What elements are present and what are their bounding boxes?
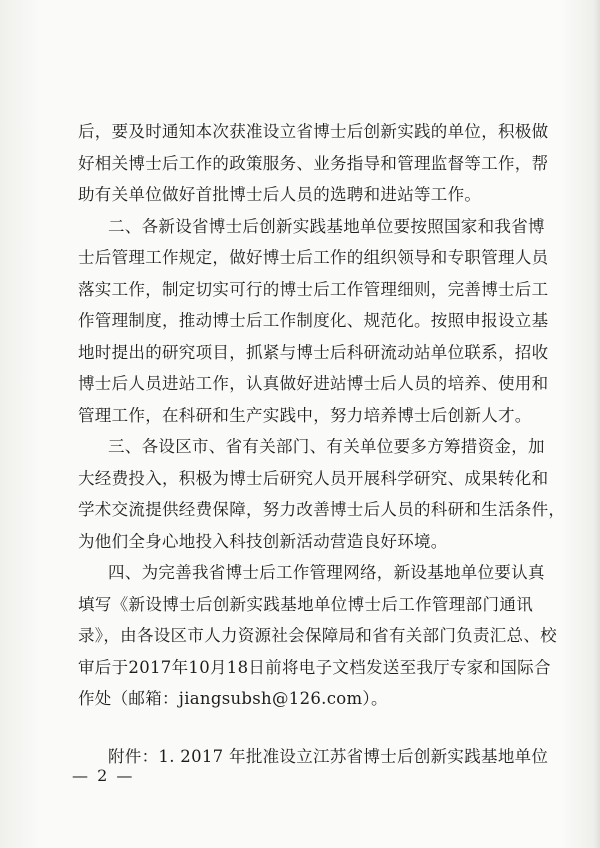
text-line: 为他们全身心地投入科技创新活动营造良好环境。 [78,531,448,551]
text-line-indented [78,211,545,243]
text-line: 地时提出的研究项目，抓紧与博士后科研流动站单位联系，招收 [78,342,549,362]
text-line: 落实工作，制定切实可行的博士后工作管理细则，完善博士后工 [78,279,549,299]
paragraph-four [78,557,557,715]
paragraph-continuation [78,116,549,211]
text-line: 作处（邮箱：jiangsubsh@126.com）。 [78,689,388,708]
paragraph-two [78,211,549,432]
text-line-indented [78,557,545,589]
text-line: 士后管理工作规定，做好博士后工作的组织领导和专职管理人员 [78,248,549,267]
text-line: 后，要及时通知本次获准设立省博士后创新实践的单位，积极做 [78,122,549,141]
paragraph-three [78,431,566,557]
text-line: 博士后人员进站工作，认真做好进站博士后人员的培养、使用和 [78,374,549,393]
text-line-indented [78,431,545,463]
text-line: 管理工作，在科研和生产实践中，努力培养博士后创新人才。 [78,405,532,425]
text-line-indented [78,741,549,773]
page-number: — 2 — [72,766,135,785]
text-line-content: 二、各新设省博士后创新实践基地单位要按照国家和我省博 [108,216,545,236]
attachment-line [78,741,549,773]
document-body [78,116,566,772]
attachment-text: 附件：1. 2017 年批准设立江苏省博士后创新实践基地单位 [108,746,549,766]
text-line-content: 四、为完善我省博士后工作管理网络，新设基地单位要认真 [108,563,545,582]
text-line: 审后于2017年10月18日前将电子文档发送至我厅专家和国际合 [78,657,551,677]
text-line: 填写《新设博士后创新实践基地单位博士后工作管理部门通讯 [78,594,533,614]
spacer [78,715,533,741]
text-line: 录》，由各设区市人力资源社会保障局和省有关部门负责汇总、校 [78,626,557,645]
text-line: 学术交流提供经费保障，努力改善博士后人员的科研和生活条件， [78,500,566,519]
text-line-content: 三、各设区市、省有关部门、有关单位要多方筹措资金，加 [108,437,545,456]
text-line: 大经费投入，积极为博士后研究人员开展科学研究、成果转化和 [78,468,549,488]
text-line: 好相关博士后工作的政策服务、业务指导和管理监督等工作，帮 [78,153,549,173]
text-line: 作管理制度，推动博士后工作制度化、规范化。按照申报设立基 [78,311,549,330]
scan-edge-shadow [594,0,600,848]
text-line: 助有关单位做好首批博士后人员的选聘和进站等工作。 [78,185,482,204]
